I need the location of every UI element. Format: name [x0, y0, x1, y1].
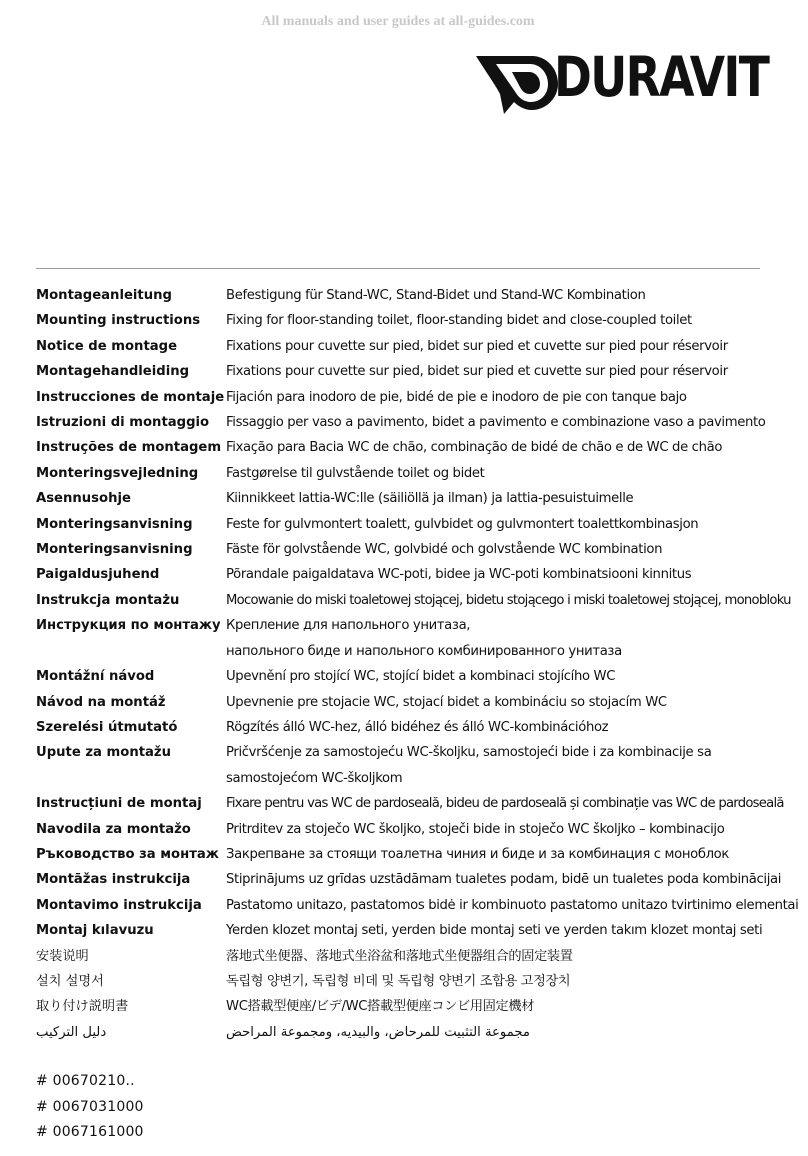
language-label: دليل التركيب: [36, 1024, 107, 1040]
language-label: Upute za montažu: [36, 745, 171, 761]
instruction-title-line: Fixations pour cuvette sur pied, bidet sur pied et cuvette sur pied pour réservoir: [226, 338, 728, 354]
language-label: 설치 설명서: [36, 973, 104, 989]
instruction-title: [226, 791, 784, 816]
instruction-title: [226, 1020, 766, 1045]
instruction-title: [226, 588, 791, 613]
instruction-title-line: Pastatomo unitazo, pastatomos bidė ir kombinuoto pastatomo unitazo tvirtinimo elementai: [226, 897, 799, 913]
language-row: [36, 791, 784, 816]
instruction-title-line: Upevnenie pre stojacie WC, stojací bidet a kombináciu so stojacím WC: [226, 694, 667, 710]
instruction-title: [226, 740, 766, 791]
bird-logo-icon: [474, 40, 564, 116]
instruction-title: [226, 410, 766, 435]
instruction-title: [226, 435, 766, 460]
instruction-title: [226, 893, 799, 918]
instruction-title: [226, 918, 766, 943]
language-row: [36, 486, 766, 511]
instruction-title: [226, 613, 766, 664]
language-label: Mounting instructions: [36, 313, 201, 329]
language-title-list: [36, 283, 799, 1045]
language-label: Instruções de montagem: [36, 440, 222, 456]
language-row: [36, 944, 766, 969]
language-row: [36, 664, 766, 689]
instruction-title-line: Fixação para Bacia WC de chão, combinação de bidé de chão e de WC de chão: [226, 440, 723, 456]
article-number: # 0067031000: [36, 1098, 144, 1115]
language-label: Инструкция по монтажу: [36, 618, 221, 634]
language-label: Montageanleitung: [36, 288, 172, 303]
instruction-title: [226, 664, 766, 689]
language-row: [36, 308, 766, 333]
language-row: [36, 613, 766, 664]
language-row: [36, 740, 766, 791]
language-label: Montavimo instrukcija: [36, 897, 202, 913]
duravit-logo: [474, 40, 774, 116]
instruction-title: [226, 867, 782, 892]
instruction-title: [226, 537, 766, 562]
language-row: [36, 893, 799, 918]
language-label: Instrukcja montażu: [36, 592, 180, 608]
instruction-title-line: Fijación para inodoro de pie, bidé de pie e inodoro de pie con tanque bajo: [226, 389, 687, 405]
language-row: [36, 918, 766, 943]
instruction-title-line: 독립형 양변기, 독립형 비데 및 독립형 양변기 조합용 고정장치: [226, 973, 571, 989]
language-label: 取り付け説明書: [36, 999, 129, 1015]
language-label: Paigaldusjuhend: [36, 567, 160, 583]
instruction-title-line: Pritrditev za stoječo WC školjko, stoječi bide in stoječo WC školjko – kombinacijo: [226, 821, 725, 837]
language-label: Instrucțiuni de montaj: [36, 796, 202, 812]
instruction-title-line: Befestigung für Stand-WC, Stand-Bidet und Stand-WC Kombination: [226, 288, 646, 303]
language-row: [36, 1020, 766, 1045]
language-label: Návod na montáž: [36, 694, 166, 710]
instruction-title: [226, 944, 766, 969]
instruction-title: [226, 512, 766, 537]
instruction-title-line: Fixare pentru vas WC de pardoseală, bideu de pardoseală și combinație vas WC de pardoseală: [226, 796, 784, 812]
language-label: Szerelési útmutató: [36, 719, 178, 735]
language-label: Notice de montage: [36, 338, 178, 354]
instruction-title-line: Rögzítés álló WC-hez, álló bidéhez és álló WC-kombinációhoz: [226, 719, 609, 735]
language-row: [36, 715, 766, 740]
language-row: [36, 690, 766, 715]
instruction-title: [226, 562, 766, 587]
instruction-title-line: Mocowanie do miski toaletowej stojącej, bidetu stojącego i miski toaletowej stojącej, monobloku: [226, 592, 791, 608]
language-row: [36, 969, 766, 994]
instruction-title-line: Крепление для напольного унитаза,: [226, 618, 471, 634]
language-label: Montāžas instrukcija: [36, 872, 191, 888]
language-label: Navodila za montažo: [36, 821, 191, 837]
instruction-title: [226, 969, 766, 994]
instruction-title-line: samostojećom WC-školjkom: [226, 770, 403, 786]
instruction-title: [226, 359, 766, 384]
language-row: [36, 842, 766, 867]
language-row: [36, 588, 791, 613]
language-label: 安装说明: [36, 948, 89, 964]
article-number: # 00670210..: [36, 1073, 135, 1089]
instruction-title-line: Fissaggio per vaso a pavimento, bidet a pavimento e combinazione vaso a pavimento: [226, 415, 766, 431]
instruction-title-line: Pričvršćenje za samostojeću WC-školjku, samostojeći bide i za kombinacije sa: [226, 745, 712, 761]
instruction-title-line: Fastgørelse til gulvstående toilet og bidet: [226, 465, 485, 481]
instruction-title-line: Fixing for floor-standing toilet, floor-standing bidet and close-coupled toilet: [226, 313, 692, 329]
instruction-title: [226, 842, 766, 867]
instruction-title-line: Kiinnikkeet lattia-WC:lle (säiliöllä ja ilman) ja lattia-pesuistuimelle: [226, 491, 634, 507]
language-row: [36, 537, 766, 562]
language-label: Instrucciones de montaje: [36, 389, 225, 405]
instruction-title: [226, 334, 766, 359]
language-label: Ръководство за монтаж: [36, 846, 219, 862]
language-row: [36, 410, 766, 435]
instruction-title-line: Fixations pour cuvette sur pied, bidet sur pied et cuvette sur pied pour réservoir: [226, 364, 728, 380]
language-row: [36, 359, 766, 384]
language-label: Monteringsanvisning: [36, 542, 193, 558]
instruction-title-line: напольного биде и напольного комбинированного унитаза: [226, 643, 622, 659]
language-label: Monteringsvejledning: [36, 465, 199, 481]
instruction-title: [226, 994, 766, 1019]
instruction-title-line: Закрепване за стоящи тоалетна чиния и биде и за комбинация с моноблок: [226, 846, 730, 862]
language-label: Monteringsanvisning: [36, 516, 193, 532]
instruction-title: [226, 486, 766, 511]
instruction-title-line: مجموعة التثبيت للمرحاض، والبيديه، ومجموعة المراحض: [226, 1024, 530, 1040]
brand-name: DURAVIT: [554, 45, 769, 109]
instruction-title: [226, 817, 766, 842]
language-row: [36, 867, 782, 892]
language-row: [36, 817, 766, 842]
instruction-title-line: Stiprinājums uz grīdas uzstādāmam tualetes podam, bidē un tualetes poda kombinācijai: [226, 872, 782, 888]
language-label: Montagehandleiding: [36, 364, 190, 380]
language-row: [36, 435, 766, 460]
language-row: [36, 994, 766, 1019]
instruction-title-line: Feste for gulvmontert toalett, gulvbidet og gulvmontert toalettkombinasjon: [226, 516, 699, 532]
instruction-title-line: 落地式坐便器、落地式坐浴盆和落地式坐便器组合的固定装置: [226, 948, 573, 964]
language-label: Asennusohje: [36, 491, 131, 507]
instruction-title: [226, 283, 766, 308]
instruction-title-line: Fäste för golvstående WC, golvbidé och golvstående WC kombination: [226, 542, 663, 558]
instruction-title-line: Upevnění pro stojící WC, stojící bidet a kombinaci stojícího WC: [226, 669, 616, 685]
language-row: [36, 461, 766, 486]
article-number-list: [36, 1069, 144, 1146]
language-row: [36, 283, 766, 308]
language-label: Montážní návod: [36, 669, 155, 685]
instruction-title-line: Yerden klozet montaj seti, yerden bide montaj seti ve yerden takım klozet montaj seti: [226, 923, 763, 939]
language-label: Montaj kılavuzu: [36, 923, 154, 939]
language-row: [36, 512, 766, 537]
instruction-title-line: Põrandale paigaldatava WC-poti, bidee ja WC-poti kombinatsiooni kinnitus: [226, 567, 692, 583]
instruction-title: [226, 308, 766, 333]
instruction-title: [226, 461, 766, 486]
instruction-title: [226, 690, 766, 715]
language-label: Istruzioni di montaggio: [36, 415, 210, 431]
instruction-title: [226, 715, 766, 740]
article-number: # 0067161000: [36, 1124, 144, 1140]
language-row: [36, 385, 766, 410]
instruction-title-line: WC搭載型便座/ビデ/WC搭載型便座コンビ用固定機材: [226, 999, 535, 1015]
language-row: [36, 562, 766, 587]
divider-line: [36, 268, 760, 269]
watermark-text: All manuals and user guides at all-guides.com: [261, 14, 535, 29]
instruction-title: [226, 385, 766, 410]
language-row: [36, 334, 766, 359]
